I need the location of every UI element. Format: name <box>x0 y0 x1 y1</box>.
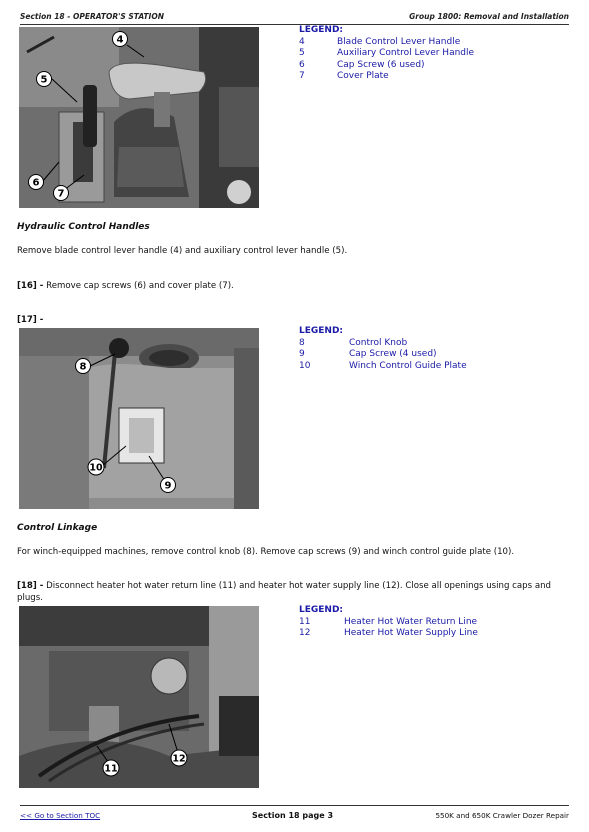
header-group: Group 1800: Removal and Installation <box>409 12 569 21</box>
legend-row: 11 Heater Hot Water Return Line <box>299 616 478 627</box>
page-number: Section 18 page 3 <box>252 811 334 820</box>
callout-5 <box>37 72 52 87</box>
svg-text:6: 6 <box>32 177 40 189</box>
callout-4 <box>113 32 128 47</box>
footer-manual-title: 550K and 650K Crawler Dozer Repair <box>435 811 569 820</box>
callout-10 <box>88 459 104 475</box>
callout-9 <box>161 478 176 493</box>
svg-text:7: 7 <box>57 188 65 200</box>
callout-12 <box>171 750 187 766</box>
svg-text:11: 11 <box>104 763 118 775</box>
legend-row: 9 Cap Screw (4 used) <box>299 349 437 359</box>
callout-11 <box>103 760 119 776</box>
legend-figure1 <box>299 25 474 83</box>
page-header <box>20 12 569 24</box>
figure-winch-control <box>19 328 259 509</box>
callout-6 <box>29 175 44 190</box>
go-to-section-toc-link[interactable]: << Go to Section TOC <box>20 811 101 820</box>
legend-title: LEGEND: <box>299 605 344 615</box>
callout-8 <box>76 359 91 374</box>
legend-row: 5 Auxiliary Control Lever Handle <box>299 48 475 58</box>
legend-title: LEGEND: <box>299 25 344 35</box>
legend-row: 8 Control Knob <box>299 337 408 348</box>
legend-figure3 <box>299 605 478 640</box>
svg-text:10: 10 <box>89 462 103 474</box>
header-rule <box>20 24 569 25</box>
step-16: [16] - Remove cap screws (6) and cover plate (7). <box>17 281 234 291</box>
callout-7 <box>54 186 69 201</box>
legend-title: LEGEND: <box>299 326 344 336</box>
svg-text:12: 12 <box>172 753 186 765</box>
heading-hydraulic-control-handles: Hydraulic Control Handles <box>17 222 150 232</box>
legend-row: 6 Cap Screw (6 used) <box>299 59 425 70</box>
figure-control-handles <box>19 27 259 208</box>
legend-row: 10 Winch Control Guide Plate <box>299 360 467 371</box>
svg-text:5: 5 <box>40 74 48 86</box>
svg-text:9: 9 <box>164 480 172 492</box>
legend-row: 4 Blade Control Lever Handle <box>299 36 461 47</box>
step-17: [17] - <box>17 315 44 325</box>
legend-figure2 <box>299 326 467 372</box>
paragraph-hydraulic: Remove blade control lever handle (4) and auxiliary control lever handle (5). <box>17 246 348 256</box>
heading-control-linkage: Control Linkage <box>17 523 98 533</box>
svg-text:4: 4 <box>116 34 124 46</box>
svg-text:8: 8 <box>79 361 87 373</box>
legend-row: 7 Cover Plate <box>299 71 389 81</box>
figure-heater-lines <box>19 606 259 788</box>
footer-rule <box>20 805 569 806</box>
step-18: [18] - Disconnect heater hot water return line (11) and heater hot water supply line (12). Close all openings using caps and plugs. <box>17 581 551 603</box>
legend-row: 12 Heater Hot Water Supply Line <box>299 628 478 638</box>
paragraph-linkage: For winch-equipped machines, remove control knob (8). Remove cap screws (9) and winch control guide plate (10). <box>17 547 515 557</box>
header-section: Section 18 - OPERATOR'S STATION <box>20 12 164 21</box>
